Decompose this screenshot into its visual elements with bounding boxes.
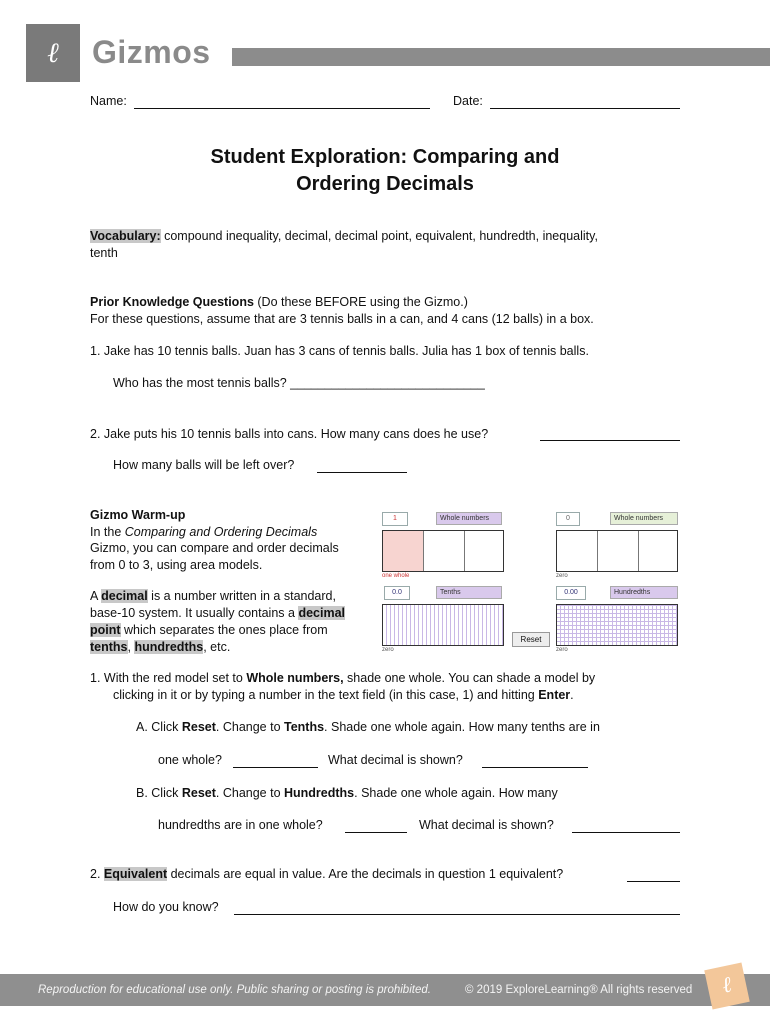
- bl-caption: zero: [382, 647, 394, 653]
- tr-model[interactable]: [556, 530, 678, 572]
- prior-q1-follow: Who has the most tennis balls? ____________________________: [113, 376, 485, 390]
- footer-logo: ℓ: [704, 962, 749, 1009]
- reset-button[interactable]: Reset: [512, 632, 550, 647]
- question-1: 1. With the red model set to Whole numbers, shade one whole. You can shade a model by clicking in it or by typing a number in the text field (in this case, 1) and hitting Enter.: [90, 671, 596, 702]
- vocabulary-text-2: tenth: [90, 246, 118, 260]
- prior-heading: Prior Knowledge Questions: [90, 295, 254, 309]
- tl-caption: one whole: [382, 573, 410, 579]
- br-value-field[interactable]: 0.00: [556, 586, 586, 600]
- brand-title: Gizmos: [92, 34, 211, 70]
- warmup-heading: Gizmo Warm-up: [90, 508, 186, 522]
- q2-follow-answer[interactable]: [234, 914, 680, 915]
- prior-q1: 1. Jake has 10 tennis balls. Juan has 3 cans of tennis balls. Julia has 1 box of tennis balls.: [90, 344, 589, 358]
- question-1b: B. Click Reset. Change to Hundredths. Shade one whole again. How many: [136, 786, 558, 800]
- title-line-2: Ordering Decimals: [296, 173, 474, 195]
- date-label: Date:: [453, 94, 483, 108]
- vocabulary-label: Vocabulary:: [90, 229, 161, 243]
- question-1a: A. Click Reset. Change to Tenths. Shade one whole again. How many tenths are in: [136, 720, 600, 734]
- bl-model[interactable]: [382, 604, 504, 646]
- date-field[interactable]: [490, 108, 680, 109]
- prior-q2-answer[interactable]: [540, 440, 680, 441]
- footer-disclaimer: Reproduction for educational use only. Public sharing or posting is prohibited.: [38, 984, 431, 996]
- prior-knowledge: [90, 294, 680, 328]
- tl-value-field[interactable]: 1: [382, 512, 408, 526]
- name-field[interactable]: [134, 108, 430, 109]
- br-select[interactable]: Hundredths: [610, 586, 678, 599]
- name-label: Name:: [90, 94, 127, 108]
- tr-caption: zero: [556, 573, 568, 579]
- tl-select[interactable]: Whole numbers: [436, 512, 502, 525]
- gizmo-screenshot: [380, 508, 680, 654]
- vocabulary: [90, 228, 680, 262]
- tr-value-field[interactable]: 0: [556, 512, 580, 526]
- prior-q2: 2. Jake puts his 10 tennis balls into cans. How many cans does he use?: [90, 427, 489, 441]
- prior-q2-follow: How many balls will be left over?: [113, 458, 295, 472]
- bl-value-field[interactable]: 0.0: [384, 586, 410, 600]
- page-title: [0, 144, 770, 198]
- q1a-decimal-answer[interactable]: [482, 767, 588, 768]
- title-line-1: Student Exploration: Comparing and: [210, 146, 560, 168]
- warmup-decimal-def: A decimal is a number written in a standard, base-10 system. It usually contains a decimal point which separates the ones place from tenths, hundredths, etc.: [90, 589, 345, 654]
- bl-select[interactable]: Tenths: [436, 586, 502, 599]
- question-1b-line2a: hundredths are in one whole?: [158, 818, 323, 832]
- footer-copyright: © 2019 ExploreLearning® All rights reserved: [465, 984, 693, 996]
- gizmo-name: Comparing and Ordering Decimals: [124, 524, 318, 539]
- prior-q2-follow-answer[interactable]: [317, 472, 407, 473]
- question-1a-line2a: one whole?: [158, 753, 222, 767]
- warmup-intro: Gizmo Warm-up In the Comparing and Ordering Decimals Gizmo, you can compare and order decimals from 0 to 3, using area models.: [90, 508, 339, 572]
- explorelearning-logo: ℓ: [26, 24, 80, 82]
- header-bar: [232, 48, 770, 66]
- q1a-tenths-answer[interactable]: [233, 767, 318, 768]
- prior-note: (Do these BEFORE using the Gizmo.): [253, 295, 468, 309]
- tl-model[interactable]: [382, 530, 504, 572]
- q1b-hundredths-answer[interactable]: [345, 832, 407, 833]
- question-1a-line2b: What decimal is shown?: [328, 753, 463, 767]
- q2-equivalent-answer[interactable]: [627, 881, 680, 882]
- vocabulary-text: compound inequality, decimal, decimal point, equivalent, hundredth, inequality,: [160, 229, 598, 243]
- br-model[interactable]: [556, 604, 678, 646]
- question-1b-line2b: What decimal is shown?: [419, 818, 554, 832]
- prior-intro: For these questions, assume that are 3 tennis balls in a can, and 4 cans (12 balls) in a box.: [90, 312, 594, 326]
- q1b-decimal-answer[interactable]: [572, 832, 680, 833]
- question-2: 2. Equivalent decimals are equal in value. Are the decimals in question 1 equivalent?: [90, 867, 564, 881]
- question-2-follow: How do you know?: [113, 900, 219, 914]
- tr-select[interactable]: Whole numbers: [610, 512, 678, 525]
- br-caption: zero: [556, 647, 568, 653]
